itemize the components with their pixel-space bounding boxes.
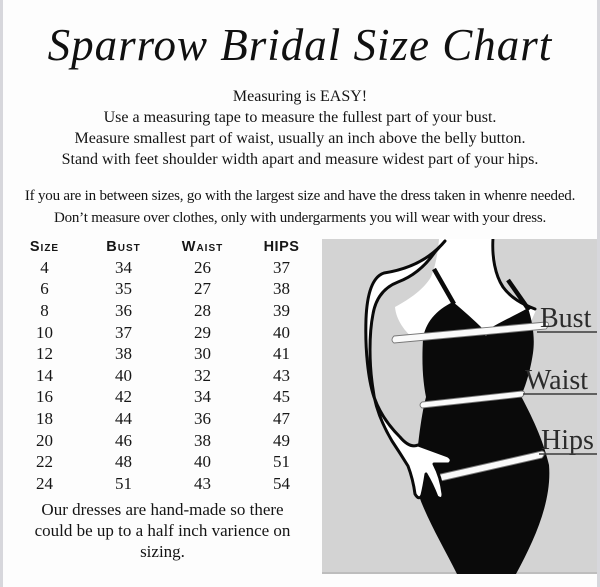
size-table-cell: 40 bbox=[115, 365, 132, 385]
size-table-cell: 41 bbox=[273, 344, 290, 364]
size-table-cell: 28 bbox=[194, 300, 211, 320]
column-header-hips: HIPS bbox=[263, 239, 300, 255]
size-table-cell: 39 bbox=[273, 300, 290, 320]
size-table-row bbox=[5, 387, 321, 409]
size-table-cell: 34 bbox=[115, 257, 132, 277]
size-table-cell: 48 bbox=[115, 452, 132, 472]
bust-label: Bust bbox=[540, 303, 592, 334]
size-table-row bbox=[5, 430, 321, 452]
intro-heading: Measuring is EASY! bbox=[232, 88, 368, 105]
size-table-cell: 40 bbox=[194, 452, 211, 472]
size-table-cell: 38 bbox=[194, 430, 211, 450]
size-table bbox=[5, 239, 321, 495]
note-undergarments: Don’t measure over clothes, only with undergarments you will wear with your dress. bbox=[53, 210, 547, 226]
size-table-cell: 34 bbox=[194, 387, 211, 407]
size-table-cell: 35 bbox=[115, 279, 132, 299]
size-table-cell: 51 bbox=[273, 452, 290, 472]
size-table-cell: 12 bbox=[36, 344, 53, 364]
intro-line-waist: Measure smallest part of waist, usually an inch above the belly button. bbox=[74, 130, 526, 147]
size-table-cell: 45 bbox=[273, 387, 290, 407]
table-column bbox=[3, 239, 322, 562]
size-table-cell: 29 bbox=[194, 322, 211, 342]
size-table-cell: 36 bbox=[115, 300, 132, 320]
measuring-instructions bbox=[3, 86, 597, 170]
size-table-row bbox=[5, 365, 321, 387]
size-table-cell: 6 bbox=[40, 279, 49, 299]
column-header-size: Size bbox=[29, 239, 60, 255]
size-table-row bbox=[5, 473, 321, 495]
size-table-row bbox=[5, 451, 321, 473]
hips-label: Hips bbox=[541, 425, 594, 456]
column-header-bust: Bust bbox=[106, 239, 141, 255]
intro-line-bust: Use a measuring tape to measure the fullest part of your bust. bbox=[103, 109, 497, 126]
intro-line-hips: Stand with feet shoulder width apart and measure widest part of your hips. bbox=[61, 151, 539, 168]
size-table-cell: 51 bbox=[115, 473, 132, 493]
size-table-cell: 43 bbox=[194, 473, 211, 493]
size-table-row bbox=[5, 322, 321, 344]
size-table-cell: 8 bbox=[40, 300, 49, 320]
size-table-cell: 37 bbox=[115, 322, 132, 342]
size-table-cell: 32 bbox=[194, 365, 211, 385]
size-table-cell: 46 bbox=[115, 430, 132, 450]
size-table-cell: 37 bbox=[273, 257, 290, 277]
size-table-cell: 36 bbox=[194, 408, 211, 428]
size-table-cell: 54 bbox=[273, 473, 290, 493]
size-table-cell: 14 bbox=[36, 365, 53, 385]
size-table-cell: 38 bbox=[115, 344, 132, 364]
main-content bbox=[3, 239, 597, 574]
size-table-cell: 16 bbox=[36, 387, 53, 407]
measurement-figure bbox=[322, 239, 597, 574]
size-table-cell: 47 bbox=[273, 408, 290, 428]
size-table-cell: 43 bbox=[273, 365, 290, 385]
size-table-cell: 38 bbox=[273, 279, 290, 299]
note-between-sizes: If you are in between sizes, go with the largest size and have the dress taken in whenre needed. bbox=[24, 188, 576, 204]
size-table-body bbox=[5, 257, 321, 495]
column-header-waist: Waist bbox=[181, 239, 224, 255]
size-table-cell: 30 bbox=[194, 344, 211, 364]
size-table-cell: 26 bbox=[194, 257, 211, 277]
size-table-cell: 42 bbox=[115, 387, 132, 407]
size-table-cell: 44 bbox=[115, 408, 132, 428]
size-table-row bbox=[5, 343, 321, 365]
size-table-row bbox=[5, 279, 321, 301]
sizing-notes bbox=[3, 185, 597, 229]
size-table-cell: 10 bbox=[36, 322, 53, 342]
size-table-cell: 49 bbox=[273, 430, 290, 450]
size-table-header-row bbox=[5, 239, 321, 257]
page-title: Sparrow Bridal Size Chart bbox=[47, 20, 553, 70]
size-table-row bbox=[5, 300, 321, 322]
waist-label: Waist bbox=[525, 365, 589, 396]
size-table-row bbox=[5, 257, 321, 279]
size-table-cell: 27 bbox=[194, 279, 211, 299]
size-table-cell: 20 bbox=[36, 430, 53, 450]
size-table-cell: 4 bbox=[40, 257, 49, 277]
size-table-cell: 22 bbox=[36, 452, 53, 472]
size-table-row bbox=[5, 408, 321, 430]
size-table-cell: 40 bbox=[273, 322, 290, 342]
handmade-variance-note: Our dresses are hand-made so there could be up to a half inch varience on sizing. bbox=[34, 499, 291, 561]
size-table-cell: 24 bbox=[36, 473, 53, 493]
dress-silhouette-illustration bbox=[322, 239, 597, 574]
size-table-cell: 18 bbox=[36, 408, 53, 428]
